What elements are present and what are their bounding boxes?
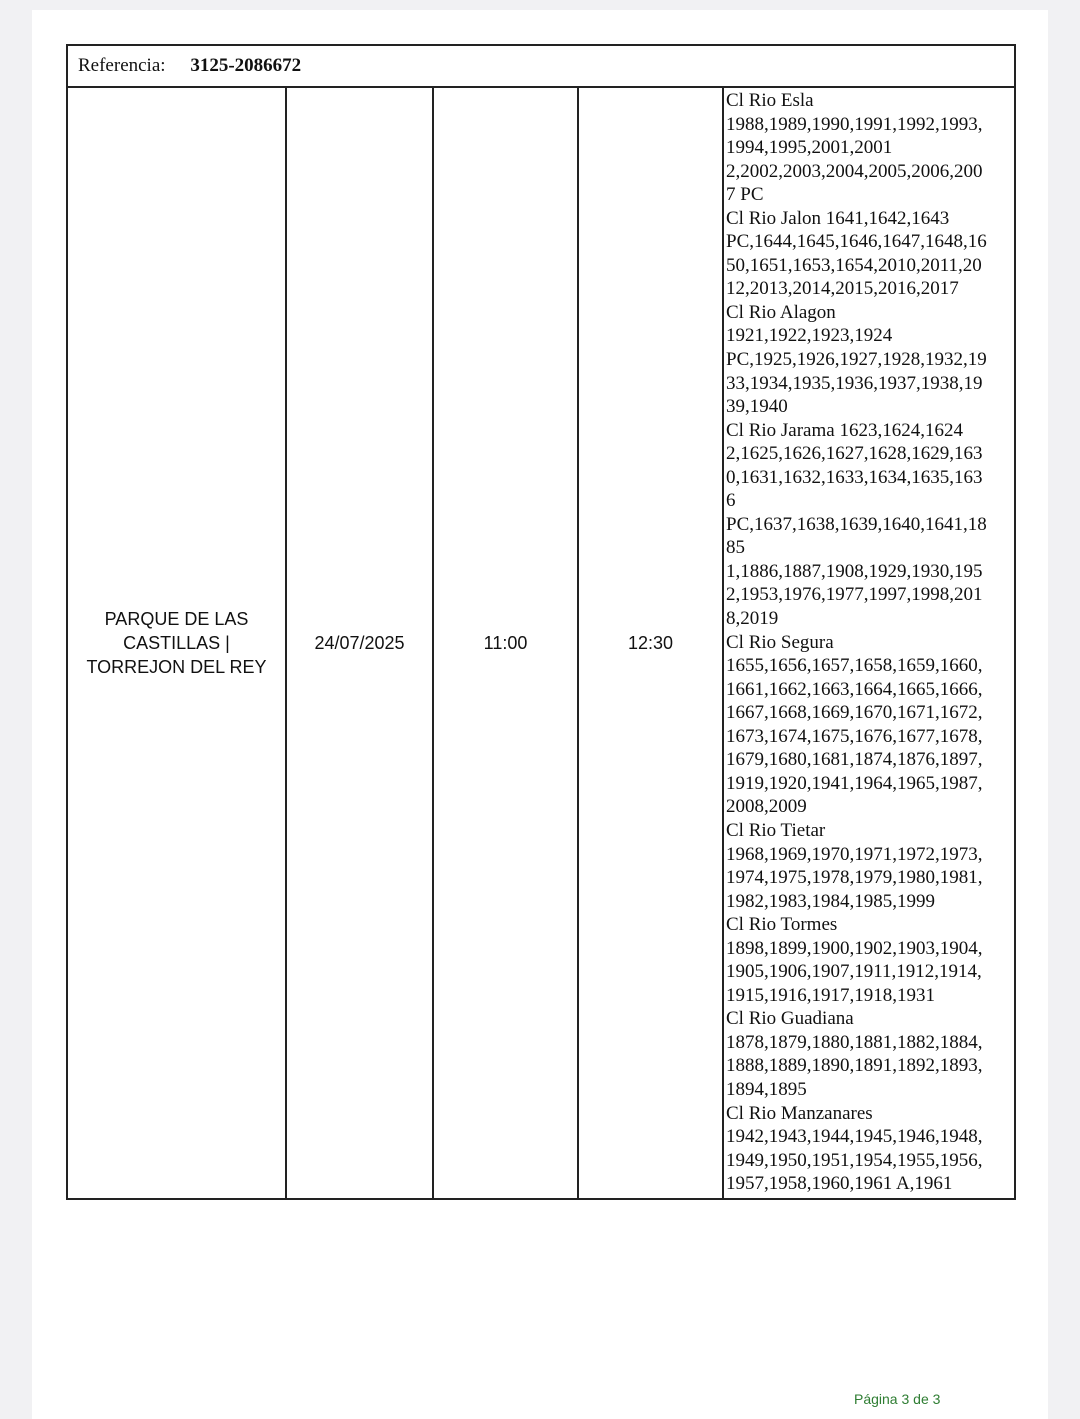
street-line: Cl Rio Segura (726, 631, 834, 653)
street-line: 1667,1668,1669,1670,1671,1672, (726, 702, 983, 724)
street-line: 1878,1879,1880,1881,1882,1884, (726, 1031, 983, 1053)
street-line: 2,1953,1976,1977,1997,1998,201 (726, 584, 983, 606)
reference-cell (67, 45, 1015, 87)
street-line: 1974,1975,1978,1979,1980,1981, (726, 867, 983, 889)
reference-label: Referencia: (78, 55, 166, 76)
street-line: Cl Rio Tietar (726, 819, 826, 841)
street-line: 1894,1895 (726, 1078, 807, 1100)
page-number: Página 3 de 3 (854, 1391, 941, 1407)
street-line: 85 (726, 537, 745, 559)
street-line: 2,2002,2003,2004,2005,2006,200 (726, 160, 983, 182)
reference-row (67, 45, 1015, 87)
street-line: 1,1886,1887,1908,1929,1930,195 (726, 560, 983, 582)
street-line: Cl Rio Manzanares (726, 1102, 873, 1124)
date-cell: 24/07/2025 (286, 87, 433, 1199)
street-line: 1679,1680,1681,1874,1876,1897, (726, 749, 983, 771)
street-line: 1655,1656,1657,1658,1659,1660, (726, 655, 983, 677)
street-line: 1949,1950,1951,1954,1955,1956, (726, 1149, 983, 1171)
street-line: 8,2019 (726, 608, 779, 630)
street-line: 12,2013,2014,2015,2016,2017 (726, 278, 959, 300)
street-line: Cl Rio Alagon (726, 301, 836, 323)
street-line: 2008,2009 (726, 796, 807, 818)
street-line: 1919,1920,1941,1964,1965,1987, (726, 772, 983, 794)
street-line: Cl Rio Jarama 1623,1624,1624 (726, 419, 963, 441)
end-time-cell: 12:30 (578, 87, 723, 1199)
street-line: 1888,1889,1890,1891,1892,1893, (726, 1055, 983, 1077)
location-cell (67, 87, 286, 1199)
street-line: 1921,1922,1923,1924 (726, 325, 893, 347)
outage-table (66, 44, 1016, 1200)
street-line: 1661,1662,1663,1664,1665,1666, (726, 678, 983, 700)
street-line: 6 (726, 490, 736, 512)
street-line: 1915,1916,1917,1918,1931 (726, 984, 935, 1006)
street-line: Cl Rio Guadiana (726, 1008, 854, 1030)
streets-cell (723, 87, 1015, 1199)
street-line: 1898,1899,1900,1902,1903,1904, (726, 937, 983, 959)
street-line: 39,1940 (726, 396, 788, 418)
street-line: 1942,1943,1944,1945,1946,1948, (726, 1126, 983, 1148)
street-line: 1988,1989,1990,1991,1992,1993, (726, 113, 983, 135)
street-line: 1957,1958,1960,1961 A,1961 (726, 1173, 953, 1195)
street-line: Cl Rio Jalon 1641,1642,1643 (726, 207, 950, 229)
reference-value: 3125-2086672 (190, 55, 302, 76)
street-line: PC,1925,1926,1927,1928,1932,19 (726, 349, 987, 371)
document-page (32, 10, 1048, 1419)
street-line: PC,1637,1638,1639,1640,1641,18 (726, 513, 987, 535)
start-time-cell: 11:00 (433, 87, 578, 1199)
street-line: Cl Rio Esla (726, 90, 814, 111)
street-line: 33,1934,1935,1936,1937,1938,19 (726, 372, 983, 394)
location-line: TORREJON DEL REY (86, 656, 267, 677)
location-line: CASTILLAS | (123, 632, 230, 653)
street-line: 1673,1674,1675,1676,1677,1678, (726, 725, 983, 747)
street-list (726, 89, 1011, 1196)
street-line: 0,1631,1632,1633,1634,1635,163 (726, 466, 983, 488)
street-line: Cl Rio Tormes (726, 914, 838, 936)
street-line: 1982,1983,1984,1985,1999 (726, 890, 935, 912)
table-row (67, 87, 1015, 1199)
street-line: PC,1644,1645,1646,1647,1648,16 (726, 231, 987, 253)
street-line: 7 PC (726, 184, 764, 206)
street-line: 2,1625,1626,1627,1628,1629,163 (726, 443, 983, 465)
location-line: PARQUE DE LAS (104, 608, 249, 629)
street-line: 50,1651,1653,1654,2010,2011,20 (726, 254, 982, 276)
street-line: 1994,1995,2001,2001 (726, 137, 893, 159)
street-line: 1968,1969,1970,1971,1972,1973, (726, 843, 983, 865)
street-line: 1905,1906,1907,1911,1912,1914, (726, 961, 982, 983)
